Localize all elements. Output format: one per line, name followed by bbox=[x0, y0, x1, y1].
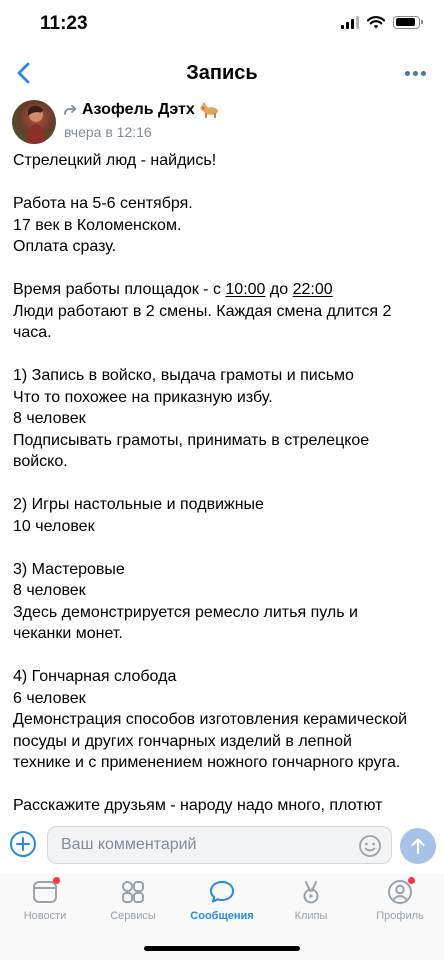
cellular-signal-icon bbox=[341, 15, 359, 29]
post-text-line: 6 человек bbox=[13, 689, 86, 707]
post-text-line: технике и с применением ножного гончарного круга. bbox=[13, 754, 401, 771]
page-title: Запись bbox=[186, 62, 258, 84]
post-text-line: войско. bbox=[13, 453, 68, 470]
send-button[interactable] bbox=[400, 828, 436, 864]
post-text-line: Расскажите друзьям - народу надо много, плотют bbox=[13, 797, 383, 814]
post-timestamp: вчера в 12:16 bbox=[64, 124, 152, 140]
post-text-line: 17 век в Коломенском. bbox=[13, 216, 182, 234]
tab-messages[interactable] bbox=[178, 878, 266, 928]
comment-placeholder: Ваш комментарий bbox=[61, 836, 197, 853]
paragraph-spacer bbox=[13, 258, 433, 280]
post-header bbox=[12, 100, 432, 146]
author-row bbox=[64, 101, 219, 119]
emoji-button[interactable] bbox=[358, 834, 382, 858]
comment-composer bbox=[0, 820, 444, 874]
dot-icon bbox=[421, 71, 426, 76]
add-attachment-button[interactable] bbox=[9, 830, 37, 858]
post-text-line: 2) Игры настольные и подвижные bbox=[13, 496, 264, 513]
tab-clips[interactable] bbox=[267, 878, 355, 928]
arrow-up-icon bbox=[410, 837, 426, 855]
post-text bbox=[13, 150, 433, 838]
paragraph-spacer bbox=[13, 537, 433, 559]
time-link[interactable]: 22:00 bbox=[292, 281, 333, 298]
post-text-line: посуды и других гончарных изделий в лепной bbox=[13, 732, 352, 750]
post-text-line: Люди работают в 2 смены. Каждая смена длится 2 bbox=[13, 302, 392, 320]
paragraph-spacer bbox=[13, 344, 433, 366]
services-icon bbox=[119, 878, 147, 906]
tab-label: Сервисы bbox=[110, 910, 156, 922]
time-link[interactable]: 10:00 bbox=[225, 281, 266, 298]
post-text-line: 8 человек bbox=[13, 582, 86, 599]
messages-icon bbox=[208, 878, 236, 906]
nav-header bbox=[0, 46, 444, 98]
cat-emoji-icon bbox=[199, 101, 219, 119]
tab-label: Новости bbox=[23, 910, 67, 922]
post-text-line: Что то похожее на приказную избу. bbox=[13, 388, 273, 406]
post-text-line: 8 человек bbox=[13, 410, 86, 427]
dot-icon bbox=[405, 71, 410, 76]
paragraph-spacer bbox=[13, 774, 433, 796]
post-text-line: Подписывать грамоты, принимать в стрелецкое bbox=[13, 431, 370, 449]
tab-label: Клипы bbox=[294, 910, 328, 922]
news-icon bbox=[31, 878, 59, 906]
post-text-line: 1) Запись в войско, выдача грамоты и письмо bbox=[13, 367, 354, 384]
dot-icon bbox=[413, 71, 418, 76]
post-text-line: 10 человек bbox=[13, 517, 95, 535]
notification-dot bbox=[53, 877, 60, 884]
tab-label: Сообщения bbox=[190, 910, 254, 922]
avatar-photo-icon bbox=[12, 100, 56, 144]
author-avatar[interactable] bbox=[12, 100, 56, 144]
repost-icon bbox=[64, 104, 78, 116]
post-text-line: Стрелецкий люд - найдись! bbox=[13, 152, 217, 169]
status-icons bbox=[341, 15, 420, 29]
wifi-icon bbox=[367, 16, 385, 29]
post-text-line: чеканки монет. bbox=[13, 625, 123, 642]
status-time: 11:23 bbox=[40, 13, 88, 34]
profile-icon bbox=[386, 878, 414, 906]
notification-dot bbox=[408, 877, 415, 884]
post-text-line: 3) Мастеровые bbox=[13, 560, 125, 578]
paragraph-spacer bbox=[13, 645, 433, 667]
tab-news[interactable] bbox=[1, 878, 89, 928]
author-name[interactable]: Азофель Дэтх bbox=[82, 101, 195, 118]
comment-input[interactable] bbox=[47, 826, 392, 864]
tab-profile[interactable] bbox=[356, 878, 444, 928]
post-text-line: Работа на 5-6 сентября. bbox=[13, 195, 193, 212]
post-text-line: Время работы площадок - с 10:00 до 22:00 bbox=[13, 281, 333, 298]
paragraph-spacer bbox=[13, 172, 433, 194]
more-options-button[interactable] bbox=[400, 60, 430, 86]
status-bar bbox=[0, 0, 444, 46]
battery-level bbox=[396, 18, 416, 26]
tab-services[interactable] bbox=[89, 878, 177, 928]
paragraph-spacer bbox=[13, 473, 433, 495]
post-text-line: часа. bbox=[13, 324, 52, 341]
tab-label: Профиль bbox=[376, 910, 424, 922]
post-text-line: Здесь демонстрируется ремесло литья пуль и bbox=[13, 603, 358, 621]
post-text-line: 4) Гончарная слобода bbox=[13, 668, 177, 685]
post-text-line: Оплата сразу. bbox=[13, 238, 117, 255]
battery-icon bbox=[393, 16, 420, 29]
post-text-line: Демонстрация способов изготовления керамической bbox=[13, 711, 408, 728]
clips-icon bbox=[297, 878, 325, 906]
home-indicator bbox=[144, 946, 300, 951]
